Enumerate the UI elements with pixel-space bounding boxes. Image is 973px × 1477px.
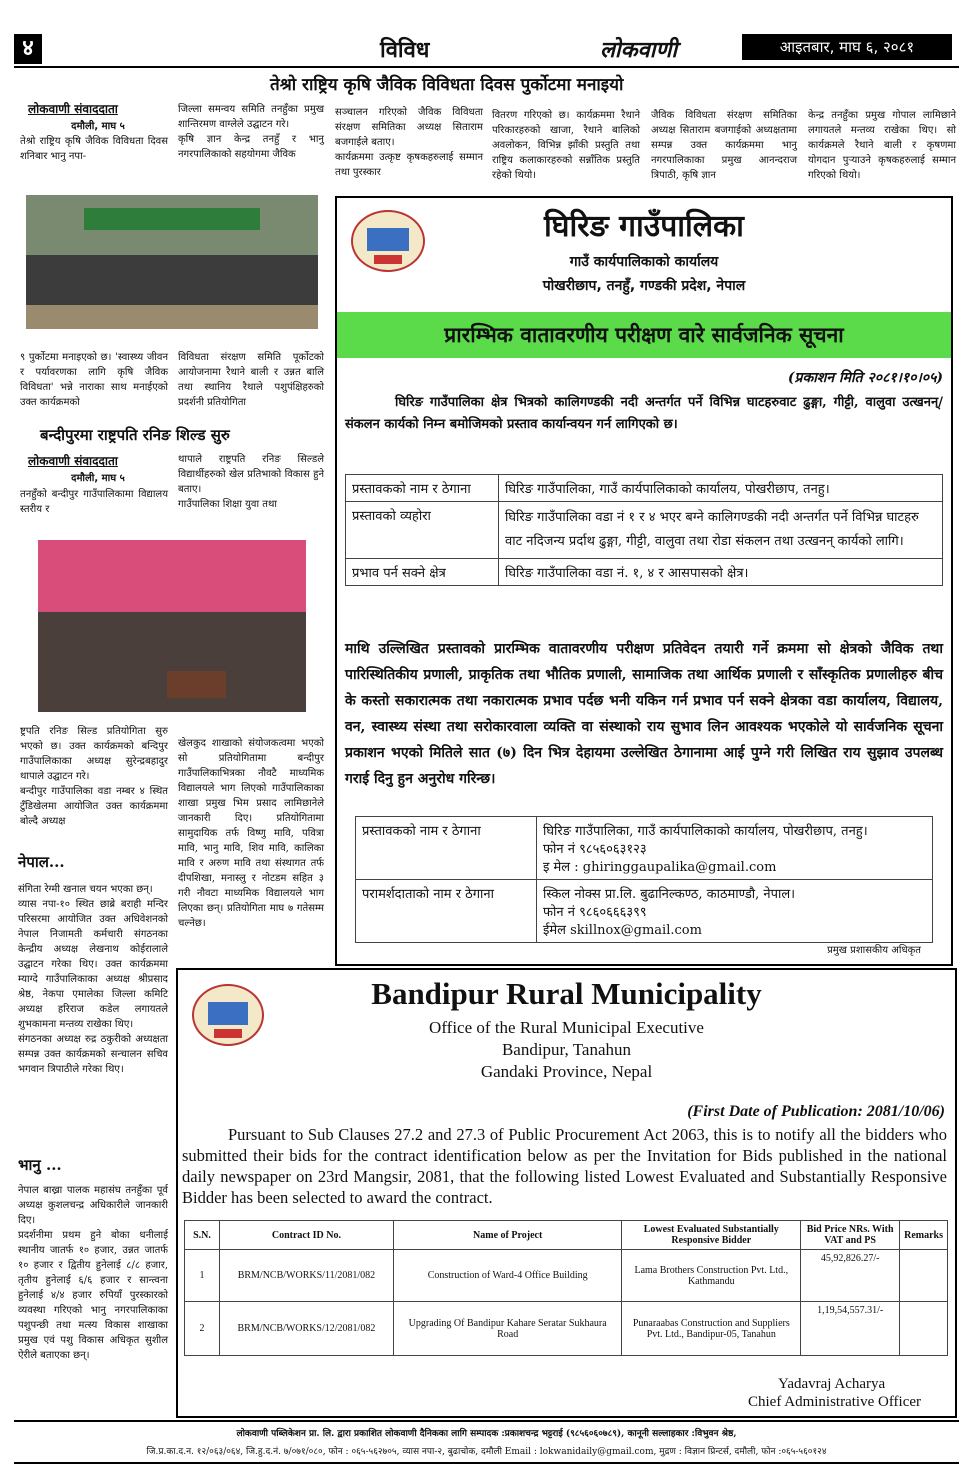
- article1-col5-top: जैविक विविधता संरक्षण समितिका अध्यक्ष सिताराम बजगाईको अध्यक्षतामा सम्पन्न उक्त कार्यक्रममा भानु नगरपालिकाका प्रमुख आनन्दराज त्रिपाठी, कृषि ज्ञान: [651, 110, 797, 181]
- footer-registration: जि.प्र.का.द.न. १२/०६३/०६४, जि.हु.द.नं. ७/०७१/०८०, फोन : ०६५-५६२७०५, व्यास नपा-२, बुढाचोक, दमौली Email : lokwanidaily@gmail.com, मुद्रण : विज्ञान प्रिन्टर्स, दमौली, फोन :०६५-५६०१२४: [146, 1447, 827, 1457]
- article1-col1-top: तेश्रो राष्ट्रिय कृषि जैविक विविधता दिवस शनिबार भानु नपा-: [20, 136, 168, 162]
- article1-dateline: दमौली, माघ ५: [71, 121, 125, 132]
- article1-col4-top: वितरण गरिएको छ। कार्यक्रममा रैथाने परिकारहरुको खाजा, रैथाने बालिको अवलोकन, विभिन्न झाँकी प्रस्तुति तथा राष्ट्रिय कलाकारहरुको सन्नाँतिक प्रस्तुति रहेको थियो।: [492, 110, 640, 181]
- table-label: प्रभाव पर्न सक्ने क्षेत्र: [346, 559, 499, 586]
- ghiring-address: पोखरीछाप, तनहुँ, गण्डकी प्रदेश, नेपाल: [542, 278, 746, 294]
- article2-dateline: दमौली, माघ ५: [71, 473, 125, 484]
- signer-name: Yadavraj Acharya: [778, 1376, 886, 1392]
- table-row: [346, 502, 943, 559]
- bandipur-province: Gandaki Province, Nepal: [480, 1062, 653, 1081]
- col-header: Remarks: [900, 1221, 948, 1250]
- cell: [900, 1302, 948, 1356]
- article2-col1-bottom: ष्ट्रपति रनिङ सिल्ड प्रतियोगिता सुरु भएको छ। उक्त कार्यक्रमको बन्दिपुर गाउँपालिकाका अध्यक्ष सुरेन्द्रबहादुर थापाले उद्घाटन गरे। बन्दीपुर गाउँपालिका वडा नम्बर ४ स्थित टुँडिखेलमा आयोजित उक्त कार्यक्रममा बोल्दै अध्यक्ष: [20, 726, 168, 827]
- bandipur-publication-date: (First Date of Publication: 2081/10/06): [687, 1103, 945, 1120]
- article3-heading: नेपाल...: [18, 853, 65, 871]
- col-header: S.N.: [185, 1221, 220, 1250]
- table-row: [356, 880, 933, 943]
- contact-label: प्रस्तावकको नाम र ठेगाना: [356, 817, 537, 880]
- article1-col2-top: जिल्ला समन्वय समिति तनहुँका प्रमुख शान्तिरमण वाग्लेले उद्घाटन गरे। कृषि ज्ञान केन्द्र तनहुँ र भानु नगरपालिकाको सहयोगमा जैविक: [178, 104, 324, 160]
- ghiring-body: माथि उल्लिखित प्रस्तावको प्रारम्भिक वातावरणीय परीक्षण प्रतिवेदन तयारी गर्ने क्रममा सो क्षेत्रको जैविक तथा पारिस्थितिकीय प्रणाली, प्राकृतिक तथा भौतिक प्रणाली, सामाजिक तथा आर्थिक प्रणाली र साँस्कृतिक प्रणालीहरु बीच के कस्तो सकारात्मक तथा नकारात्मक प्रभाव पर्दछ भनी यकिन गर्न प्रभाव पर्न सक्ने क्षेत्रका वडा कार्यालय, विद्यालय, वन, स्वास्थ्य संस्था तथा सरोकारवाला व्यक्ति वा संस्थाको राय सुभाव लिन आवश्यक भएकोले यो सार्वजनिक सूचना प्रकाशन भएको मितिले सात (७) दिन भित्र देहायमा उल्लेखित ठेगानामा आई पुग्ने गरी लिखित राय सुझाव उपलब्ध गराई दिनु हुन अनुरोध गरिन्छ।: [345, 641, 943, 787]
- article2-headline: बन्दीपुरमा राष्ट्रपति रनिङ शिल्ड सुरु: [40, 426, 230, 444]
- ghiring-subtitle: गाउँ कार्यपालिकाको कार्यालय: [569, 254, 719, 270]
- article2-photo: [38, 540, 306, 712]
- newspaper-brand: लोकवाणी: [600, 37, 678, 63]
- contact-line: घिरिङ गाउँपालिका, गाउँ कार्यपालिकाको कार्यालय, पोखरीछाप, तनहु।: [543, 824, 868, 839]
- table-label: प्रस्तावकको नाम र ठेगाना: [346, 475, 499, 502]
- ghiring-proposal-table: [345, 474, 943, 586]
- article1-col3-top: सञ्चालन गरिएको जैविक विविधता संरक्षण समितिका अध्यक्ष सिताराम बजगाईले बताए। कार्यक्रममा उत्कृष्ट कृषकहरुलाई सम्मान तथा पुरस्कार: [335, 107, 483, 178]
- col-header: Name of Project: [393, 1221, 622, 1250]
- bandipur-title: Bandipur Rural Municipality: [371, 976, 762, 1011]
- article4-heading: भानु ...: [18, 1156, 62, 1174]
- footer-bottom-rule: [14, 1462, 959, 1464]
- table-row: [346, 475, 943, 502]
- article1-col2-bottom: विविधता संरक्षण समिति पूर्कोटको आयोजनामा रैथाने बाली र उन्नत बालि तथा स्थानिय रैथाले पशुपंक्षिहरुको प्रदर्शनी प्रतियोगिता: [178, 352, 324, 408]
- contact-line: फोन नं ९८६०६६६३९९: [543, 905, 647, 920]
- cell: Upgrading Of Bandipur Kahare Seratar Sukhaura Road: [393, 1302, 622, 1356]
- table-value: घिरिङ गाउँपालिका, गाउँ कार्यपालिकाको कार्यालय, पोखरीछाप, तनहु।: [499, 475, 943, 502]
- article1-photo: [26, 195, 318, 329]
- article2-agency: लोकवाणी संवाददाता: [28, 454, 118, 468]
- email-link[interactable]: ईमेल skillnox@gmail.com: [543, 923, 702, 938]
- cell: 45,92,826.27/-: [801, 1250, 900, 1302]
- ghiring-notice: [335, 196, 953, 966]
- issue-date: आइतबार, माघ ६, २०८१: [742, 34, 952, 60]
- cell: 2: [185, 1302, 220, 1356]
- article2-col2-bottom: खेलकुद शाखाको संयोजकत्वमा भएको सो प्रतियोगितामा बन्दीपुर गाउँपालिकाभित्रका नौवटै माध्यमिक विद्यालयले भाग लिएको गाउँपालिकाका शाखा प्रमुख भिम प्रसाद लामिछानेले जानकारी दिए। प्रतियोगितामा सामुदायिक तर्फ विष्णु मावि, पवित्रा मावि, भानु मावि, शिव मावि, कालिका मावि र अरुण मावि तथा संस्थागत तर्फ दीपशिखा, मनास्लु र नोटडम सहित ३ गरी नौवटा माध्यमिक विद्यालयले भाग लिएका छन्। प्रतियोगिता माघ ७ गतेसम्म चल्नेछ।: [178, 738, 324, 929]
- page-number: ४: [14, 34, 42, 64]
- article1-col6-top: केन्द्र तनहुँका प्रमुख गोपाल लामिछाने लगायतले मन्तव्य राखेका थिए। सो कार्यक्रमले रैथाने बाली र कृषणमा योगदान पुऱ्याउने कृषकहरुलाई सम्मान गरिएको थियो।: [808, 110, 956, 181]
- article1-col1-bottom: ९ पुर्कोटमा मनाइएको छ। 'स्वास्थ्य जीवन र पर्यावरणका लागि कृषि जैविक विविधता' भन्ने नाराका साथ मनाईएको उक्त कार्यक्रमको: [20, 352, 168, 408]
- email-link[interactable]: इ मेल : ghiringgaupalika@gmail.com: [543, 860, 777, 875]
- article1-agency: लोकवाणी संवाददाता: [28, 102, 118, 116]
- table-value: घिरिङ गाउँपालिका वडा नं. १, ४ र आसपासको क्षेत्र।: [499, 559, 943, 586]
- article2-col1-top: तनहुँको बन्दीपुर गाउँपालिकामा विद्यालय स्तरीय र: [20, 489, 168, 515]
- cell: [900, 1250, 948, 1302]
- article4-text: नेपाल बाख्रा पालक महासंघ तनहुँका पूर्व अध्यक्ष कुशलचन्द्र अधिकारीले जानकारी दिए। प्रदर्शनीमा प्रथम हुने बोका धनीलाई स्थानीय जातर्फ १० हजार, उन्नत जातर्फ १० हजार र द्वितीय हुनेलाई ८/८ हजार, तृतीय हुनेलाई ६/६ हजार र सान्त्वना हुनेलाई ४/४ हजार रुपियाँ पुरस्कारको व्यवस्था गरिएको भानु नगरपालिकाका पशुपन्छी तथा मत्स्य विकास शाखाका प्रमुख एवं पशु विकास अधिकृत सुशील ऐरीले बताएका छन्।: [18, 1185, 168, 1361]
- footer-imprint: लोकवाणी पब्लिकेशन प्रा. लि. द्वारा प्रकाशित लोकवाणी दैनिकका लागि सम्पादक :प्रकाशचन्द्र भट्टराई (९८५६०६०७८९), कानूनी सल्लाहकार :विभुवन श्रेष्ठ,: [236, 1429, 737, 1439]
- col-header: Bid Price NRs. With VAT and PS: [801, 1221, 900, 1250]
- article3-text: संगिता रेग्मी खनाल चयन भएका छन्। व्यास नपा-१० स्थित छाब्रे बराही मन्दिर परिसरमा आयोजित उक्त अधिवेशनको नेपाल निजामती कर्मचारी संगठनका केन्द्रीय अध्यक्ष लेखनाथ कोईरालाले उद्घाटन गरेका थिए। उक्त कार्यक्रममा म्याग्दे गाउँपालिकाका अध्यक्ष श्रीप्रसाद श्रेष्ठ, नेकपा एमालेका जिल्ला कमिटि अध्यक्ष हरिराज कडेल लगायतले शुभकामना मन्तव्य राखेका थिए। संगठनका अध्यक्ष रुद्र ठकुरीको अध्यक्षता सम्पन्न उक्त कार्यक्रमको सन्चालन सचिव भगवान त्रिपाठीले गरेका थिए।: [18, 884, 168, 1075]
- article1-headline: तेश्रो राष्ट्रिय कृषि जैविक विविधता दिवस पुर्कोटमा मनाइयो: [270, 75, 624, 95]
- bandipur-notice: [176, 968, 957, 1418]
- contact-line: फोन नं ९८५६०६३१२३: [543, 842, 647, 857]
- cell: BRM/NCB/WORKS/11/2081/082: [219, 1250, 393, 1302]
- table-row: [346, 559, 943, 586]
- ghiring-title: घिरिङ गाउँपालिका: [544, 209, 744, 244]
- cell: Punaraabas Construction and Suppliers Pvt. Ltd., Bandipur-05, Tanahun: [622, 1302, 801, 1356]
- ghiring-signature: प्रमुख प्रशासकीय अधिकृत: [827, 945, 921, 956]
- signer-title: Chief Administrative Officer: [748, 1394, 922, 1410]
- table-row: [356, 817, 933, 880]
- contact-label: परामर्शदाताको नाम र ठेगाना: [356, 880, 537, 943]
- article2-col2-top: थापाले राष्ट्रपति रनिङ सिल्डले विद्यार्थीहरुको खेल प्रतिभाको विकास हुने बताए। गाउँपालिका शिक्षा युवा तथा: [178, 454, 324, 510]
- header-rule: [14, 66, 959, 68]
- cell: BRM/NCB/WORKS/12/2081/082: [219, 1302, 393, 1356]
- table-label: प्रस्तावको व्यहोरा: [346, 502, 499, 559]
- table-header-row: [185, 1221, 948, 1250]
- table-value: घिरिङ गाउँपालिका वडा नं १ र ४ भएर बग्ने कालिगण्डकी नदी अन्तर्गत पर्ने विभिन्न घाटहरु वाट नदिजन्य प्रर्दाथ ढुङ्गा, गीट्टी, वालुवा तथा रोडा संकलन तथा उत्खनन् कार्यको लागि।: [499, 502, 943, 559]
- table-row: [185, 1302, 948, 1356]
- ghiring-intro: घिरिङ गाउँपालिका क्षेत्र भित्रको कालिगण्डकी नदी अन्तर्गत पर्ने विभिन्न घाटहरुवाट ढुङ्गा, गीट्टी, वालुवा उत्खनन्/संकलन कार्यको निम्न बमोजिमको प्रस्ताव कार्यान्वयन गर्न लागिएको छ।: [345, 395, 943, 432]
- footer-rule: [14, 1420, 959, 1422]
- col-header: Contract ID No.: [219, 1221, 393, 1250]
- ghiring-publication-date: (प्रकाशन मिति २०८१।१०।०५): [787, 370, 943, 386]
- bid-result-table: [184, 1220, 948, 1356]
- bandipur-body: Pursuant to Sub Clauses 27.2 and 27.3 of Public Procurement Act 2063, this is to notify all the bidders who submitted their bids for the contract identification below as per the Invitation for Bids published in the national daily newspaper on 23rd Mangsir, 2081, that the following listed Lowest Evaluated and Substantially Responsive Bidder has been selected to award the contract.: [182, 1125, 947, 1207]
- contact-line: स्किल नोक्स प्रा.लि. बुढानिल्कण्ठ, काठमाण्डौ, नेपाल।: [543, 887, 796, 902]
- cell: 1,19,54,557.31/-: [801, 1302, 900, 1356]
- section-title: विविध: [380, 37, 430, 63]
- cell: 1: [185, 1250, 220, 1302]
- bandipur-office: Office of the Rural Municipal Executive: [429, 1018, 704, 1037]
- bandipur-location: Bandipur, Tanahun: [501, 1040, 632, 1059]
- ghiring-banner: प्रारम्भिक वातावरणीय परीक्षण वारे सार्वजनिक सूचना: [337, 312, 951, 358]
- cell: Lama Brothers Construction Pvt. Ltd., Kathmandu: [622, 1250, 801, 1302]
- table-row: [185, 1250, 948, 1302]
- ghiring-contact-table: [355, 816, 933, 943]
- cell: Construction of Ward-4 Office Building: [393, 1250, 622, 1302]
- col-header: Lowest Evaluated Substantially Responsive Bidder: [622, 1221, 801, 1250]
